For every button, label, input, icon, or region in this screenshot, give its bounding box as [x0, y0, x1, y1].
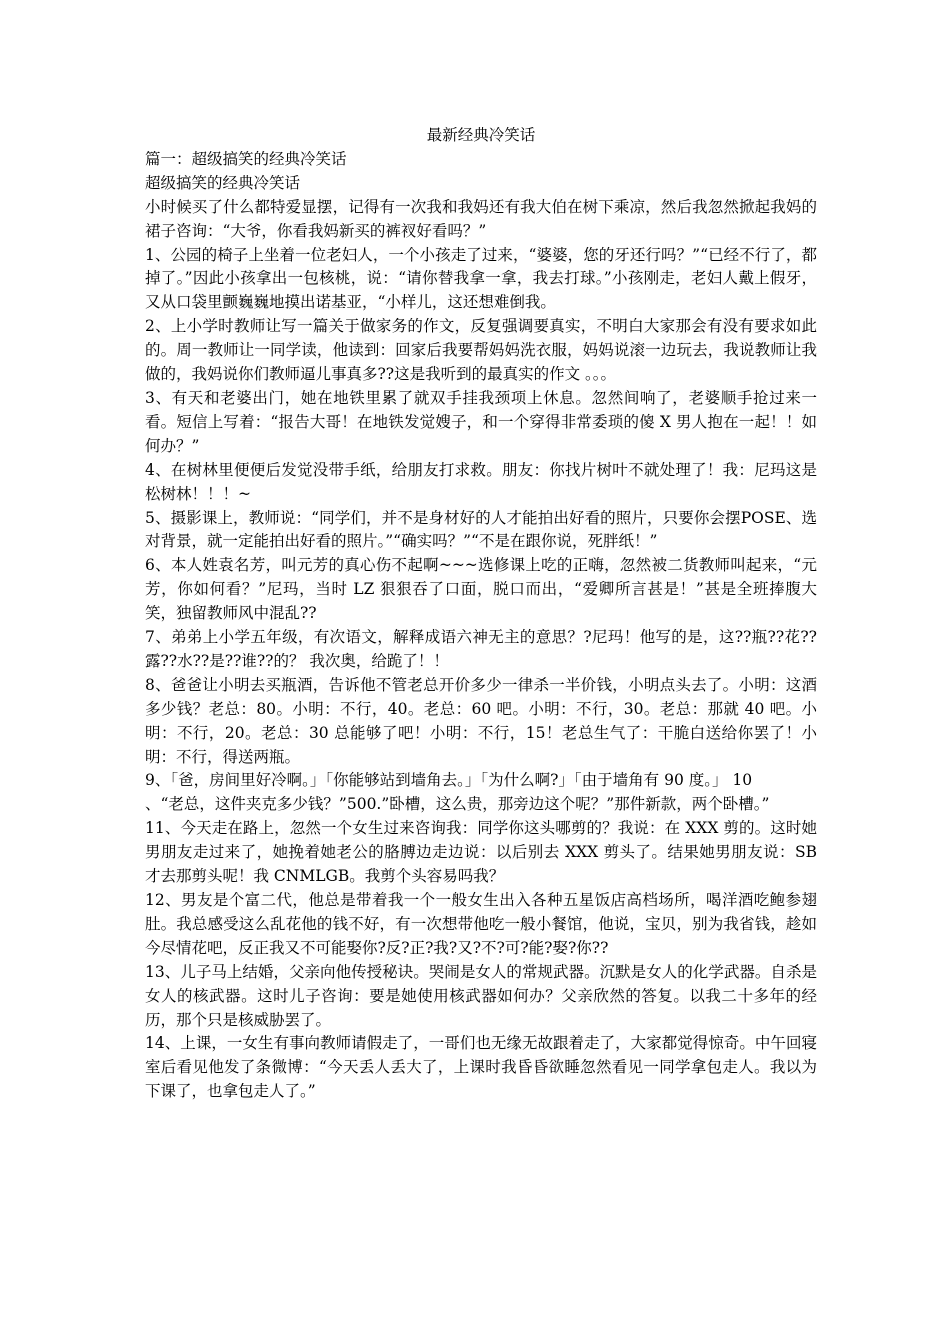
document-title: 最新经典冷笑话	[426, 126, 536, 144]
joke-paragraph: 12、男友是个富二代，他总是带着我一个一般女生出入各种五星饭店高档场所，喝洋酒吃鲍参翅肚。我总感受这么乱花他的钱不好，有一次想带他吃一般小餐馆，他说，宝贝，别为我省钱，趁如今尽情花吧，反正我又不可能娶你?反?正?我?又?不?可?能?娶?你??	[145, 891, 817, 957]
joke-paragraph: 11、今天走在路上，忽然一个女生过来咨询我：同学你这头哪剪的？我说：在 XXX 剪的。这时她男朋友走过来了，她挽着她老公的胳膊边走边说：以后别去 XXX 剪头了。结果她男朋友说：SB 才去那剪头呢！我 CNMLGB。我剪个头容易吗我？	[145, 819, 817, 886]
joke-paragraph: 14、上课，一女生有事向教师请假走了，一哥们也无缘无故跟着走了，大家都觉得惊奇。中午回寝室后看见他发了条微博：“今天丢人丢大了，上课时我昏昏欲睡忽然看见一同学拿包走人。我以为下课了，也拿包走人了。”	[145, 1034, 817, 1101]
joke-paragraph: 3、有天和老婆出门，她在地铁里累了就双手挂我颈项上休息。忽然间响了，老婆顺手抢过来一看。短信上写着：“报告大哥！在地铁发觉嫂子，和一个穿得非常委琐的傻 X 男人抱在一起！！如何办？”	[145, 388, 817, 455]
joke-paragraph: 4、在树林里便便后发觉没带手纸，给朋友打求救。朋友：你找片树叶不就处理了！我：尼玛这是松树林！！！~	[145, 460, 817, 503]
joke-paragraph: 6、本人姓袁名芳，叫元芳的真心伤不起啊~~~选修课上吃的正嗨，忽然被二货教师叫起来，“元芳，你如何看？”尼玛，当时 LZ 狠狠吞了口面，脱口而出，“爱卿所言甚是！”甚是全班捧腹大笑，独留教师风中混乱??	[145, 556, 817, 623]
joke-paragraph: 13、儿子马上结婚，父亲向他传授秘诀。哭闹是女人的常规武器。沉默是女人的化学武器。自杀是女人的核武器。这时儿子咨询：要是她使用核武器如何办？父亲欣然的答复。以我二十多年的经历，那个只是核威胁罢了。	[145, 962, 817, 1029]
joke-paragraph: 8、爸爸让小明去买瓶酒，告诉他不管老总开价多少一律杀一半价钱，小明点头去了。小明：这酒多少钱？老总：80。小明：不行，40。老总：60 吧。小明：不行，30。老总：那就 40 吧。小明：不行，20。老总：30 总能够了吧！小明：不行，15！老总生气了：干脆白送给你罢了！小明：不行，得送两瓶。	[145, 675, 817, 766]
joke-paragraph: 2、上小学时教师让写一篇关于做家务的作文，反复强调要真实，不明白大家那会有没有要求如此的。周一教师让一同学读，他读到：回家后我要帮妈妈洗衣服，妈妈说滚一边玩去，我说教师让我做的，我妈说你们教师逼儿事真多??这是我听到的最真实的作文 。。。	[145, 317, 817, 384]
joke-paragraph: 7、弟弟上小学五年级，有次语文，解释成语六神无主的意思？?尼玛！他写的是，这??瓶??花??露??水??是??谁??的？ 我次奥，给跪了！！	[145, 628, 817, 670]
joke-paragraph: 9、「爸，房间里好冷啊。」「你能够站到墙角去。」「为什么啊?」「由于墙角有 90 度。」 10	[145, 771, 753, 790]
section-heading: 篇一：超级搞笑的经典冷笑话	[145, 149, 347, 168]
joke-paragraph: 1、公园的椅子上坐着一位老妇人，一个小孩走了过来，“婆婆，您的牙还行吗？”“已经不行了，都掉了。”因此小孩拿出一包核桃，说：“请你替我拿一拿，我去打球。”小孩刚走，老妇人戴上假牙，又从口袋里颤巍巍地摸出诺基亚，“小样儿，这还想难倒我。	[145, 245, 817, 312]
joke-paragraph: 5、摄影课上，教师说：“同学们，并不是身材好的人才能拍出好看的照片，只要你会摆POSE、选对背景，就一定能拍出好看的照片。”“确实吗？”“不是在跟你说，死胖纸！”	[145, 508, 817, 551]
joke-paragraph: 、“老总，这件夹克多少钱？”500.”卧槽，这么贵，那旁边这个呢？”那件新款，两个卧槽。”	[145, 795, 770, 814]
joke-paragraph: 小时候买了什么都特爱显摆，记得有一次我和我妈还有我大伯在树下乘凉，然后我忽然掀起我妈的裙子咨询：“大爷，你看我妈新买的裤衩好看吗？”	[145, 197, 817, 240]
subheading: 超级搞笑的经典冷笑话	[145, 173, 301, 192]
document-body	[145, 124, 817, 1104]
